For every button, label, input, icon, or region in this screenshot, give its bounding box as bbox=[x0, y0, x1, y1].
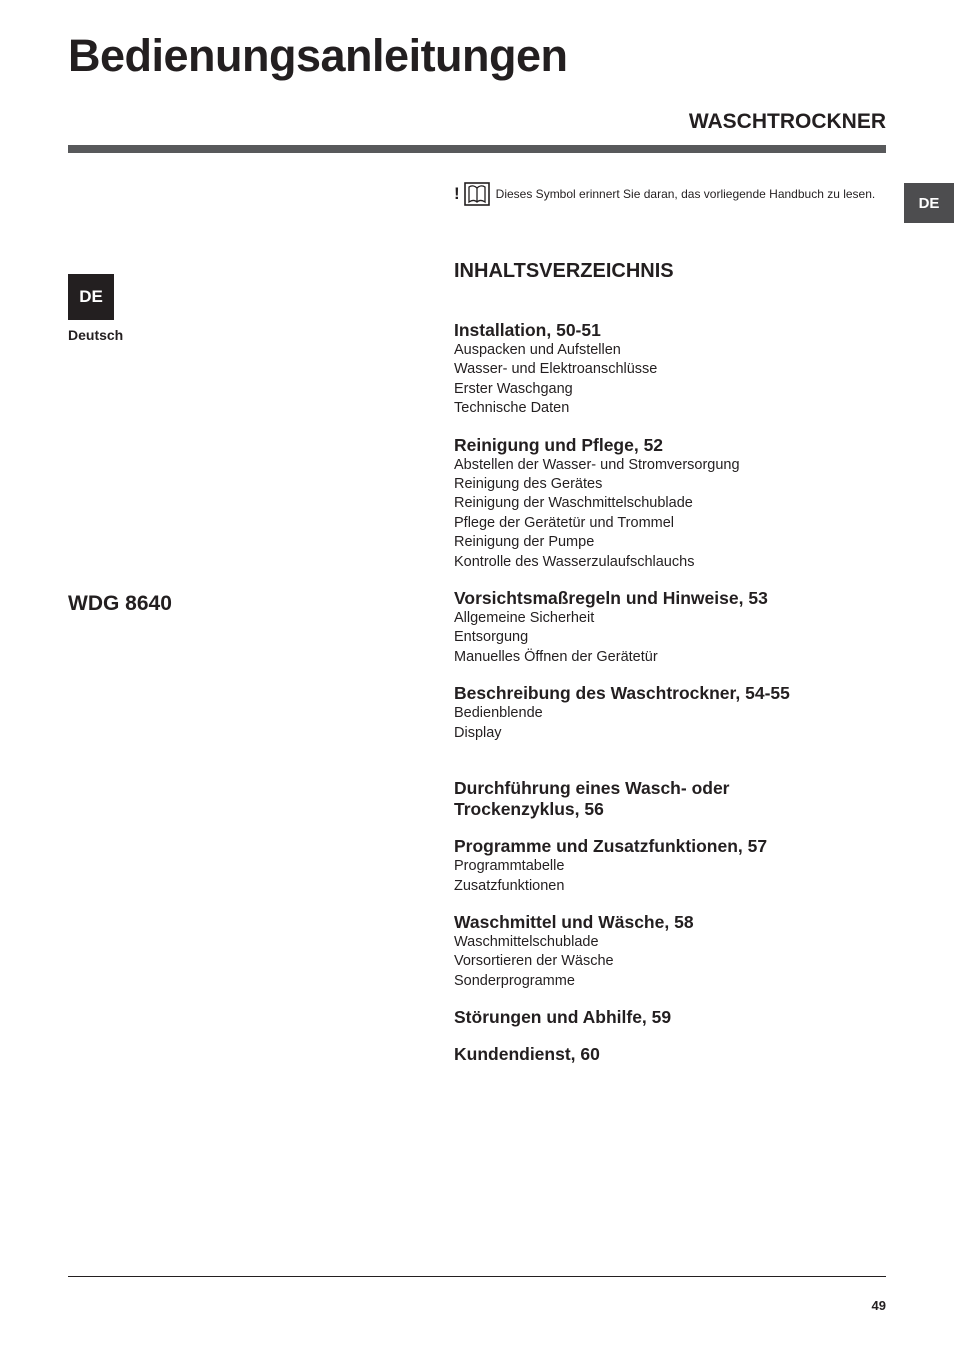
toc-heading-line: Trockenzyklus, 56 bbox=[454, 799, 604, 820]
toc-section-reinigung bbox=[454, 435, 884, 572]
toc-section-stoerungen bbox=[454, 1007, 884, 1028]
toc-item: Kontrolle des Wasserzulaufschlauchs bbox=[454, 553, 695, 570]
toc-item: Waschmittelschublade bbox=[454, 933, 599, 950]
language-code-badge: DE bbox=[68, 274, 114, 320]
page-subtitle: WASCHTROCKNER bbox=[688, 110, 886, 133]
toc-section-kundendienst bbox=[454, 1044, 884, 1065]
toc-item: Vorsortieren der Wäsche bbox=[454, 953, 614, 970]
toc-heading: Installation, 50-51 bbox=[454, 320, 601, 340]
toc-item: Entsorgung bbox=[454, 629, 529, 646]
toc-item: Reinigung des Gerätes bbox=[454, 476, 603, 493]
toc-heading: Beschreibung des Waschtrockner, 54-55 bbox=[454, 683, 790, 704]
toc-heading: Störungen und Abhilfe, 59 bbox=[454, 1007, 672, 1028]
exclamation-mark: ! bbox=[454, 184, 460, 203]
toc-section-installation bbox=[454, 320, 884, 419]
model-name: WDG 8640 bbox=[68, 592, 172, 615]
symbol-note bbox=[454, 182, 875, 206]
toc-section-durchfuehrung bbox=[454, 778, 884, 820]
toc-heading: Waschmittel und Wäsche, 58 bbox=[454, 911, 694, 932]
symbol-note-text: Dieses Symbol erinnert Sie daran, das vorliegende Handbuch zu lesen. bbox=[495, 187, 876, 201]
toc-item: Pflege der Gerätetür und Trommel bbox=[454, 514, 675, 531]
language-name: Deutsch bbox=[68, 327, 124, 343]
page-title: Bedienungsanleitungen bbox=[68, 30, 568, 81]
toc-item: Sonderprogramme bbox=[454, 972, 575, 989]
toc-heading: Reinigung und Pflege, 52 bbox=[454, 434, 664, 455]
toc-section-vorsicht bbox=[454, 588, 884, 667]
toc-heading-line: Durchführung eines Wasch- oder bbox=[454, 778, 730, 799]
toc-title: INHALTSVERZEICHNIS bbox=[454, 260, 674, 282]
toc-heading: Vorsichtsmaßregeln und Hinweise, 53 bbox=[454, 588, 768, 609]
toc-heading: Kundendienst, 60 bbox=[454, 1044, 600, 1065]
toc-item: Allgemeine Sicherheit bbox=[454, 610, 595, 627]
toc-section-beschreibung bbox=[454, 683, 884, 743]
toc-item: Wasser- und Elektroanschlüsse bbox=[454, 361, 658, 378]
toc-item: Technische Daten bbox=[454, 400, 570, 417]
table-of-contents bbox=[454, 260, 884, 1081]
toc-item: Zusatzfunktionen bbox=[454, 877, 565, 894]
toc-item: Erster Waschgang bbox=[454, 380, 573, 397]
toc-section-programme bbox=[454, 836, 884, 896]
toc-section-waschmittel bbox=[454, 912, 884, 991]
header-divider bbox=[68, 145, 886, 153]
toc-item: Auspacken und Aufstellen bbox=[454, 342, 621, 358]
toc-item: Reinigung der Waschmittelschublade bbox=[454, 495, 693, 512]
book-icon bbox=[464, 182, 490, 206]
toc-item: Bedienblende bbox=[454, 705, 543, 722]
toc-item: Manuelles Öffnen der Gerätetür bbox=[454, 648, 658, 665]
toc-item: Programmtabelle bbox=[454, 858, 565, 875]
toc-item: Display bbox=[454, 724, 502, 741]
page-number: 49 bbox=[871, 1298, 886, 1313]
toc-heading: Programme und Zusatzfunktionen, 57 bbox=[454, 836, 768, 857]
toc-item: Abstellen der Wasser- und Stromversorgung bbox=[454, 456, 740, 473]
language-side-tab: DE bbox=[904, 183, 954, 223]
toc-item: Reinigung der Pumpe bbox=[454, 534, 595, 551]
footer-divider bbox=[68, 1276, 886, 1277]
